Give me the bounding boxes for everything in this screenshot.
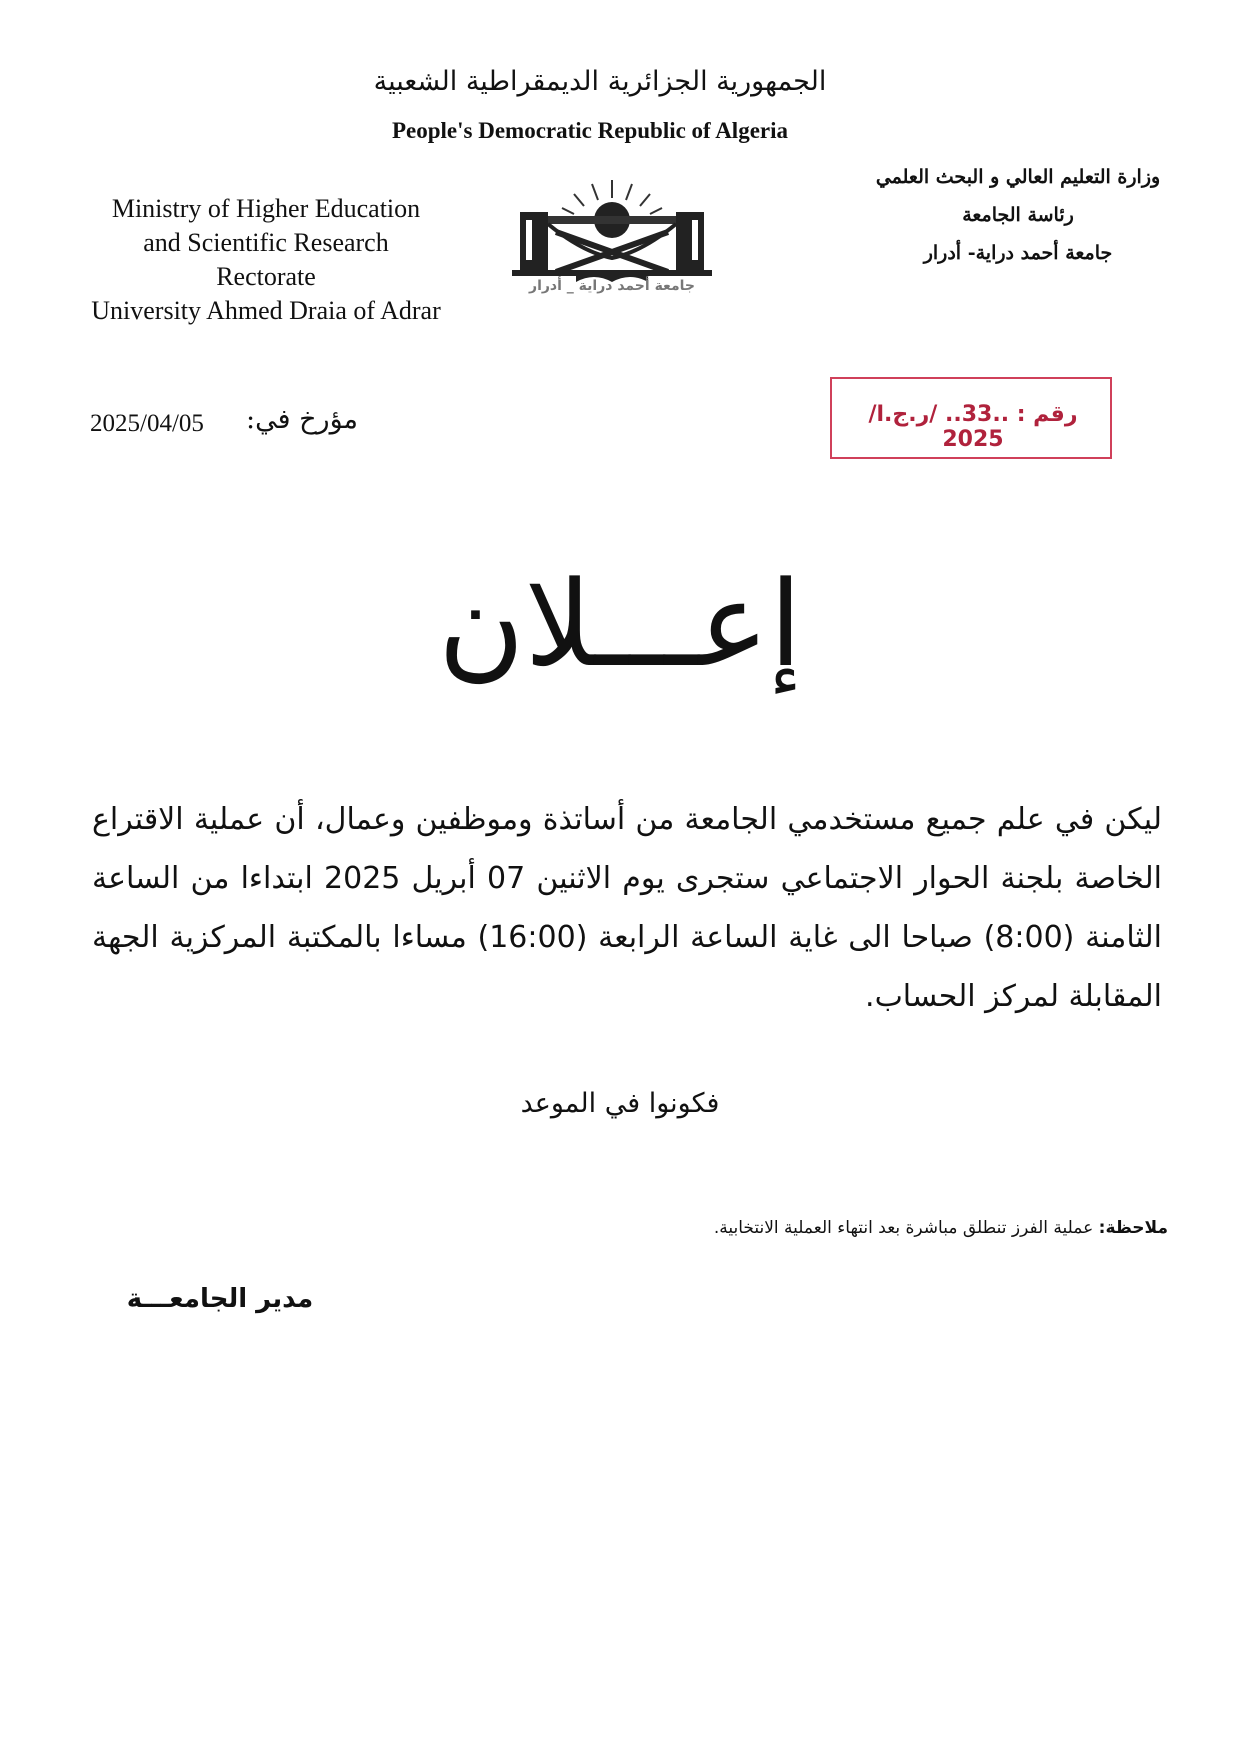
english-ministry-line: Ministry of Higher Education (111, 194, 421, 223)
arabic-ministry-line: وزارة التعليم العالي و البحث العلمي (875, 166, 1161, 188)
english-rectorate-line: Rectorate (216, 262, 316, 291)
signature-title: مدير الجامعـــة (126, 1284, 314, 1314)
note-label: ملاحظة: (1098, 1218, 1168, 1238)
english-republic-heading: People's Democratic Republic of Algeria (391, 118, 789, 143)
english-research-line: and Scientific Research (143, 228, 389, 257)
note-text: عملية الفرز تنطلق مباشرة بعد انتهاء العملية الانتخابية. (713, 1218, 1094, 1238)
arabic-rectorate-line: رئاسة الجامعة (962, 204, 1074, 226)
logo-caption: جامعة أحمد دراية _ أدرار (529, 278, 695, 294)
closing-line: فكونوا في الموعد (520, 1088, 720, 1119)
arabic-republic-heading: الجمهورية الجزائرية الديمقراطية الشعبية (373, 66, 827, 97)
announcement-body: ليكن في علم جميع مستخدمي الجامعة من أساتذة وموظفين وعمال، أن عملية الاقتراع الخاصة بلجنة الحوار الاجتماعي ستجرى يوم الاثنين 07 أبريل 2025 ابتداءا من الساعة الثامنة (8:00) صباحا الى غاية الساعة الرابعة (16:00) مساءا بالمكتبة المركزية الجهة المقابلة لمركز الحساب. (92, 802, 1162, 1014)
announcement-title: إعـــلان (438, 555, 802, 693)
note (560, 1214, 1168, 1242)
reference-number: رقم : ..33.. /ر.ج.ا/ 2025 (868, 402, 1078, 452)
date-label: مؤرخ في: (246, 404, 358, 435)
arabic-university-line: جامعة أحمد دراية- أدرار (923, 242, 1113, 264)
english-university-line: University Ahmed Draia of Adrar (91, 296, 441, 325)
date-value: 2025/04/05 (90, 410, 204, 437)
